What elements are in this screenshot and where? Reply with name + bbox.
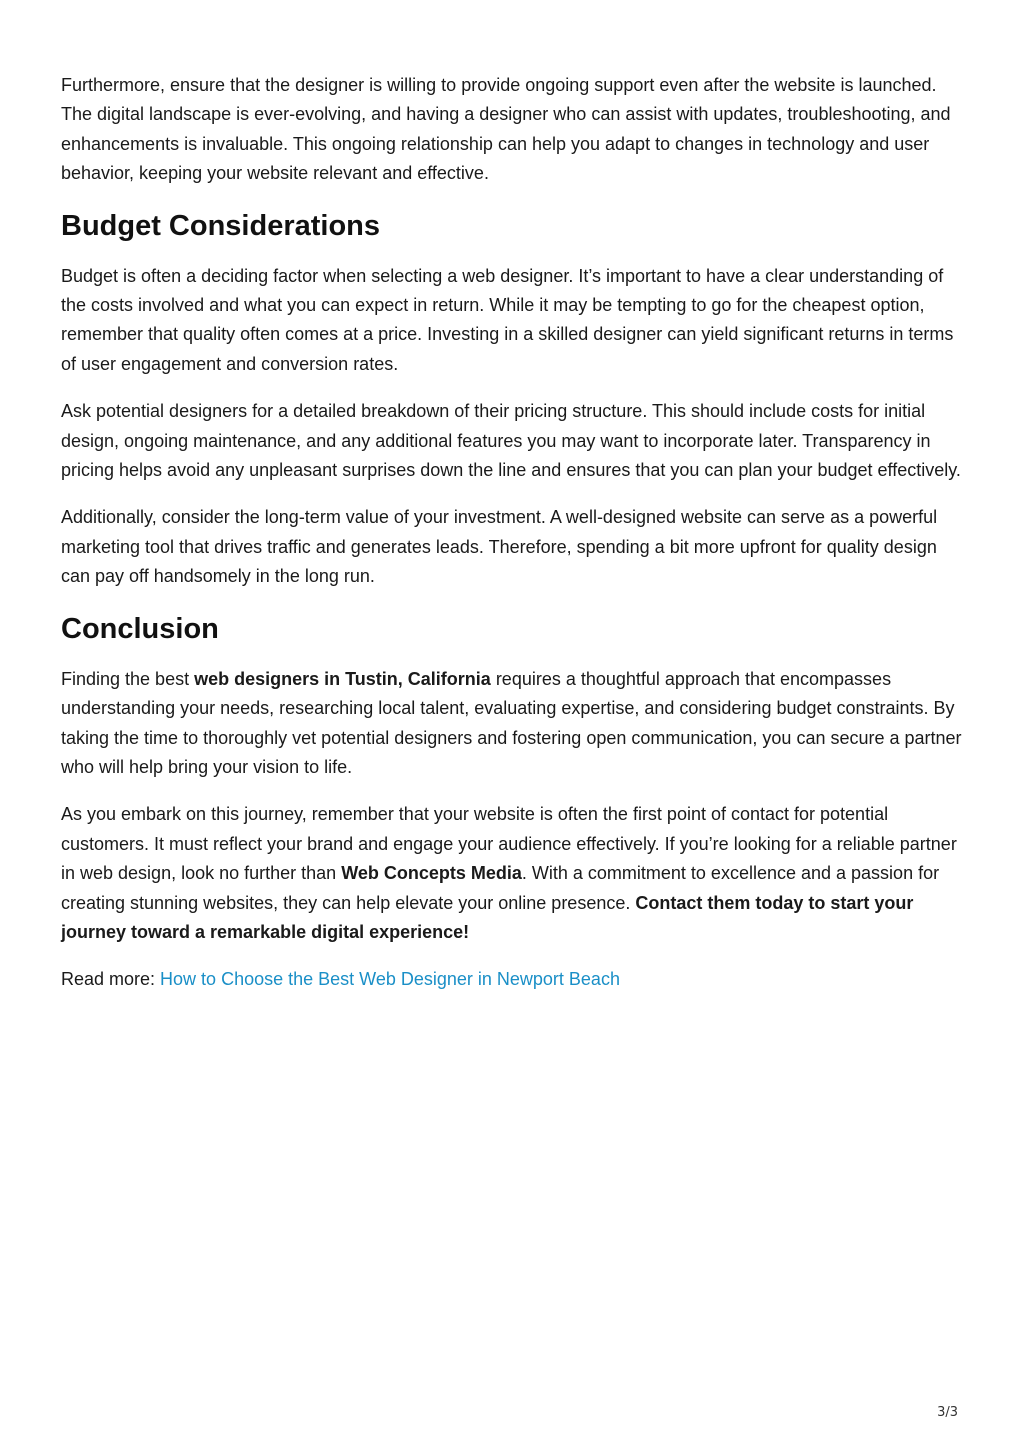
intro-paragraph: Furthermore, ensure that the designer is willing to provide ongoing support even after the website is launched. The digital landscape is ever-evolving, and having a designer who can assist with updates, troubleshooting, and enhancements is invaluable. This ongoing relationship can help you adapt to changes in technology and user behavior, keeping your website relevant and effective. <box>61 75 951 184</box>
budget-paragraph-2: Ask potential designers for a detailed breakdown of their pricing structure. This should include costs for initial design, ongoing maintenance, and any additional features you may want to incorporate later. Transparency in pricing helps avoid any unpleasant surprises down the line and ensures that you can plan your budget effectively. <box>61 401 961 481</box>
document-page <box>61 71 966 1013</box>
budget-paragraph-1: Budget is often a deciding factor when selecting a web designer. It’s important to have a clear understanding of the costs involved and what you can expect in return. While it may be tempting to go for the cheapest option, remember that quality often comes at a price. Investing in a skilled designer can yield significant returns in terms of user engagement and conversion rates. <box>61 265 954 374</box>
budget-paragraph-3: Additionally, consider the long-term value of your investment. A well-designed website can serve as a powerful marketing tool that drives traffic and generates leads. Therefore, spending a bit more upfront for quality design can pay off handsomely in the long run. <box>61 507 938 587</box>
conclusion-p1-prefix: Finding the best <box>61 668 195 689</box>
conclusion-p2-middle: . With a commitment to excellence and a passion for creating stunning websites, they can help elevate your online presence. <box>61 863 940 913</box>
company-name: Web Concepts Media <box>341 863 522 884</box>
conclusion-paragraph-1 <box>61 665 966 783</box>
read-more <box>61 965 966 994</box>
budget-heading: Budget Considerations <box>61 209 381 242</box>
call-to-action: Contact them today to start your journey toward a remarkable digital experience! <box>61 892 914 942</box>
conclusion-p1-keyword: web designers in Tustin, California <box>194 668 491 689</box>
read-more-link[interactable]: How to Choose the Best Web Designer in Newport Beach <box>160 969 620 990</box>
read-more-label: Read more: <box>61 969 161 990</box>
conclusion-paragraph-2 <box>61 800 966 947</box>
page-number: 3/3 <box>937 1405 958 1420</box>
conclusion-p1-suffix: requires a thoughtful approach that encompasses understanding your needs, researching local talent, evaluating expertise, and considering budget constraints. By taking the time to thoroughly vet potential designers and fostering open communication, you can secure a partner who will help bring your vision to life. <box>61 668 962 777</box>
conclusion-p2-prefix: As you embark on this journey, remember that your website is often the first point of contact for potential customers. It must reflect your brand and engage your audience effectively. If you’re looking for a reliable partner in web design, look no further than <box>61 804 957 884</box>
conclusion-heading: Conclusion <box>61 612 219 645</box>
